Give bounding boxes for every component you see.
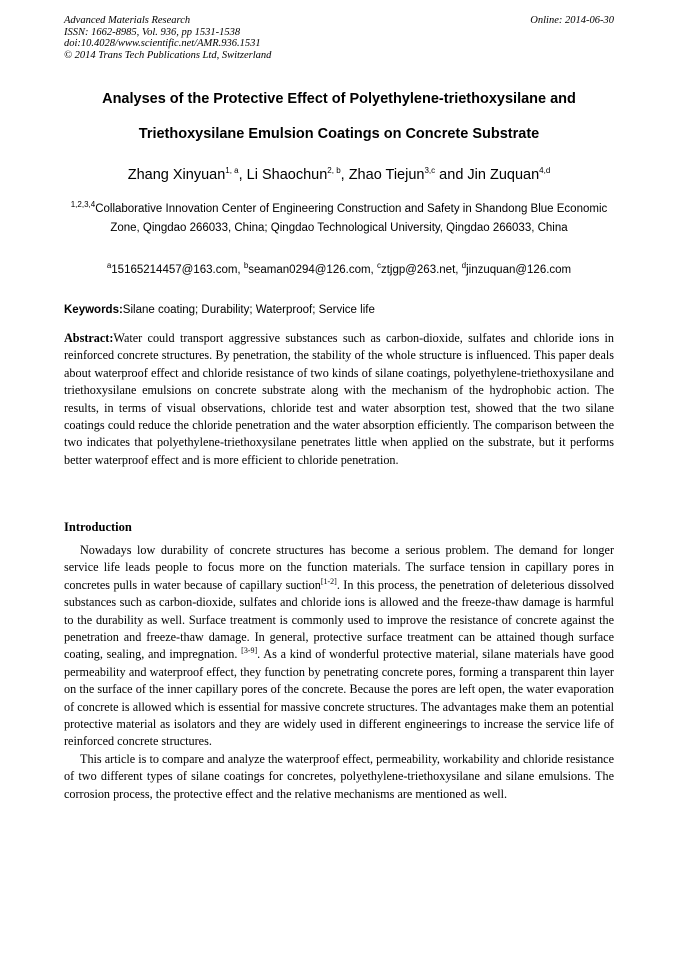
email[interactable]: $^a$15165214457@163.com, [106, 261, 244, 276]
affiliation-text: Collaborative Innovation Center of Engineering Construction and Safety in Shandong Blue Economic Zone, Qingdao 266033, China; Qingdao Technological University, Qingdao 266033, China [95, 203, 608, 234]
abstract-label: Abstract: [64, 331, 114, 345]
keywords [64, 302, 614, 318]
abstract-text: Water could transport aggressive substances such as carbon-dioxide, sulfates and chloride ions in reinforced concrete structures. By penetration, the stability of the whole structure is influenced. This paper deals about waterproof effect and chloride resistance of two kinds of silane coatings, polyethylene-triethoxysilane and triethoxysilane emulsions on concrete substrate along with the mechanism of the hydrophobic action. The results, in terms of visual observations, chloride test and water absorption test, showed that the two silane coatings could reduce the chloride penetration and the water absorption efficiently. The comparison between the two indicates that polyethylene-triethoxysilane penetrates little when applied on the substrate, but it performs better waterproof effect and is more efficient to chloride penetration. [64, 331, 614, 467]
affiliation [66, 200, 612, 237]
author: Zhao Tiejun$^{3,c}$ and [348, 166, 468, 183]
section-heading-introduction: Introduction [64, 520, 132, 534]
paragraph: This article is to compare and analyze the waterproof effect, permeability, workability and chloride resistance of two different types of silane coatings for concretes, polyethylene-triethoxysilane and silane emulsions. The corrosion process, the protective effect and the relative mechanisms are mentioned as well. [64, 751, 614, 801]
citation[interactable]: [3-9] [241, 646, 258, 656]
keywords-text: Silane coating; Durability; Waterproof; Service life [122, 304, 375, 316]
journal-name: Advanced Materials Research [64, 15, 191, 26]
email-list [40, 262, 638, 278]
author: Zhang Xinyuan$^{1, a}$, [127, 166, 247, 183]
introduction-body [64, 542, 614, 803]
author-list [40, 166, 638, 184]
citation[interactable]: [1-2] [320, 576, 337, 586]
keywords-label: Keywords: [64, 304, 123, 316]
journal-issn: ISSN: 1662-8985, Vol. 936, pp 1531-1538 [64, 26, 241, 38]
journal-copyright: © 2014 Trans Tech Publications Ltd, Switzerland [64, 49, 272, 61]
email[interactable]: $^d$jinzuquan@126.com [461, 261, 572, 276]
journal-header [64, 15, 271, 61]
paragraph: Nowadays low durability of concrete structures has become a serious problem. The demand for longer service life leads people to focus more on the function materials. The surface tension in capillary pores in concretes pulls in water because of capillary suction[1-2]. In this process, the penetration of deleterious dissolved substances such as carbon-dioxide, sulfates and chloride ions is allowed and the freeze-thaw damage is harmful to the durability as well. Surface treatment is commonly used to improve the resistance of concrete against the penetration and freeze-thaw damage. In general, protective surface treatment can be attained though surface coating, sealing, and impregnation. [3-9]. As a kind of wonderful protective material, silane materials have good permeability and waterproof effect, they function by penetrating concrete pores, forming a transparent thin layer on the surface of the inner capillary pores of the concrete. Because the pores are left open, the water evaporation of concrete is allowed which is essential for massive concrete structures. The advantages make them an potential protective material as isolators and they are widely used in different engineerings to increase the service life of reinforced concrete structures. [64, 543, 614, 749]
author: Li Shaochun$^{2, b}$, [246, 166, 349, 183]
author: Jin Zuquan$^{4,d}$ [467, 166, 551, 183]
paper-title-line-2: Triethoxysilane Emulsion Coatings on Concrete Substrate [138, 126, 540, 142]
email[interactable]: $^c$ztjgp@263.net, [376, 261, 462, 276]
online-date: Online: 2014-06-30 [530, 15, 614, 26]
journal-doi[interactable]: doi:10.4028/www.scientific.net/AMR.936.1531 [64, 38, 261, 49]
paper-title-line-1: Analyses of the Protective Effect of Polyethylene-triethoxysilane and [102, 91, 576, 107]
affiliation-marker: 1,2,3,4 [70, 200, 96, 210]
email[interactable]: $^b$seaman0294@126.com, [243, 261, 377, 276]
abstract [64, 330, 614, 469]
